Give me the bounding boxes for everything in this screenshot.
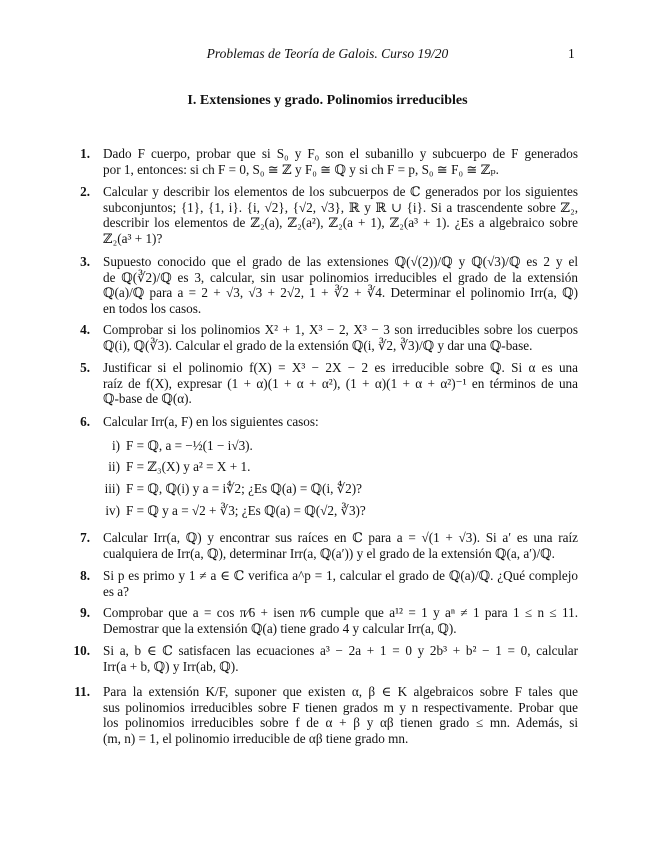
- problem-number: 3.: [80, 254, 90, 269]
- problem-text-line: por 1, entonces: si ch F = 0, S₀ ≅ ℤ y F₀ ≅ ℚ y si ch F = p, S₀ ≅ F₀ ≅ ℤₚ.: [103, 161, 499, 177]
- problem-text-line: Justificar si el polinomio f(X) = X³ − 2X − 2 es irreducible sobre ℚ. Si α es una: [103, 360, 578, 375]
- problem-number: 5.: [80, 360, 90, 375]
- problem-text-line: subconjuntos; {1}, {1, i}. {i, √2}, {√2, √3}, ℝ y ℝ ∪ {i}. Si a trascendente sobre ℤ₂,: [103, 199, 578, 215]
- subitem-text: F = ℚ, ℚ(i) y a = i∜2; ¿Es ℚ(a) = ℚ(i, ∜2)?: [126, 481, 362, 496]
- problem-text-line: cualquiera de Irr(a, ℚ), determinar Irr(a, ℚ(a′)) y el grado de la extensión ℚ(a, a′)/ℚ.: [103, 545, 555, 561]
- problem-text-line: Calcular y describir los elementos de los subcuerpos de ℂ generados por los siguientes: [103, 184, 578, 199]
- subitem-text: F = ℚ, a = −½(1 − i√3).: [126, 438, 253, 453]
- problem-text-line: describir los elementos de ℤ₂(a), ℤ₂(a²), ℤ₂(a + 1), ℤ₂(a³ + 1). ¿Es a algebraico sobre: [103, 215, 578, 230]
- subitem-text: F = ℤ₃(X) y a² = X + 1.: [126, 459, 251, 474]
- problem-text-line: ℤ₂(a³ + 1)?: [103, 230, 163, 246]
- problem-text-line: ℚ-base de ℚ(α).: [103, 391, 192, 406]
- subitem-text: F = ℚ y a = √2 + ∛3; ¿Es ℚ(a) = ℚ(√2, ∛3)?: [126, 503, 366, 518]
- running-head: Problemas de Teoría de Galois. Curso 19/20: [206, 46, 449, 61]
- problem-text-line: Comprobar que a = cos π⁄6 + isen π⁄6 cumple que a¹² = 1 y aⁿ ≠ 1 para 1 ≤ n ≤ 11.: [103, 605, 578, 620]
- subitem-label: ii): [108, 459, 120, 474]
- problem-text-line: en todos los casos.: [103, 300, 202, 316]
- problem-text-line: Supuesto conocido que el grado de las extensiones ℚ(√(2))/ℚ y ℚ(√3)/ℚ es 2 y el: [103, 254, 578, 269]
- problem-text-line: ℚ(i), ℚ(∛3). Calcular el grado de la extensión ℚ(i, ∛2, ∛3)/ℚ y dar una ℚ-base.: [103, 337, 533, 353]
- problem-text-line: Dado F cuerpo, probar que si S₀ y F₀ son el subanillo y subcuerpo de F generados: [103, 146, 578, 161]
- problem-number: 4.: [80, 322, 90, 337]
- problem-text-line: Calcular Irr(a, ℚ) y encontrar sus raíces en ℂ para a = √(1 + √3). Si a′ es una raíz: [103, 530, 578, 545]
- problem-text-line: Si p es primo y 1 ≠ a ∈ ℂ verifica a^p = 1, calcular el grado de ℚ(a)/ℚ. ¿Qué complejo: [103, 568, 578, 583]
- problem-number: 10.: [73, 643, 90, 658]
- problem-text-line: de ℚ(∛2)/ℚ es 3, calcular, sin usar polinomios irreducibles el grado de la extensión: [103, 269, 578, 285]
- problem-text-line: Si a, b ∈ ℂ satisfacen las ecuaciones a³ − 2a + 1 = 0 y 2b³ + b² − 1 = 0, calcular: [103, 643, 578, 658]
- problem-number: 11.: [74, 684, 90, 699]
- problem-text-line: Para la extensión K/F, suponer que existen α, β ∈ K algebraicos sobre F tales que: [103, 684, 578, 699]
- problem-number: 2.: [80, 184, 90, 199]
- problem-number: 1.: [80, 146, 90, 161]
- problem-text-line: Irr(a + b, ℚ) y Irr(ab, ℚ).: [103, 658, 239, 674]
- section-title: I. Extensiones y grado. Polinomios irreducibles: [187, 93, 468, 108]
- problem-text-line: raíz de f(X), expresar (1 + α)(1 + α + α²), (1 + α)(1 + α + α²)⁻¹ en términos de una: [103, 375, 578, 391]
- problem-number: 7.: [80, 530, 90, 545]
- problem-text-line: Demostrar que la extensión ℚ(a) tiene grado 4 y calcular Irr(a, ℚ).: [103, 620, 457, 636]
- problem-number: 9.: [80, 605, 90, 620]
- problem-text-line: Calcular Irr(a, F) en los siguientes casos:: [103, 414, 319, 429]
- page-number: 1: [568, 46, 575, 61]
- problem-text-line: es a?: [103, 583, 129, 599]
- problem-text-line: los polinomios irreducibles sobre f de α + β y αβ tienen grado ≤ mn. Además, si: [103, 715, 578, 730]
- subitem-label: iii): [104, 481, 120, 496]
- problem-text-line: (m, n) = 1, el polinomio irreducible de αβ tiene grado mn.: [103, 730, 409, 746]
- problem-text-line: ℚ(a)/ℚ para a = 2 + √3, √3 + 2√2, 1 + ∛2 + ∛4. Determinar el polinomio Irr(a, ℚ): [103, 285, 578, 300]
- problem-number: 8.: [80, 568, 90, 583]
- problem-number: 6.: [80, 414, 90, 429]
- problem-text-line: sus polinomios irreducibles sobre F tienen grados m y n respectivamente. Probar que: [103, 699, 578, 715]
- subitem-label: iv): [105, 503, 120, 518]
- subitem-label: i): [111, 438, 120, 453]
- problem-text-line: Comprobar si los polinomios X² + 1, X³ − 2, X³ − 3 son irreducibles sobre los cuerpos: [103, 322, 578, 337]
